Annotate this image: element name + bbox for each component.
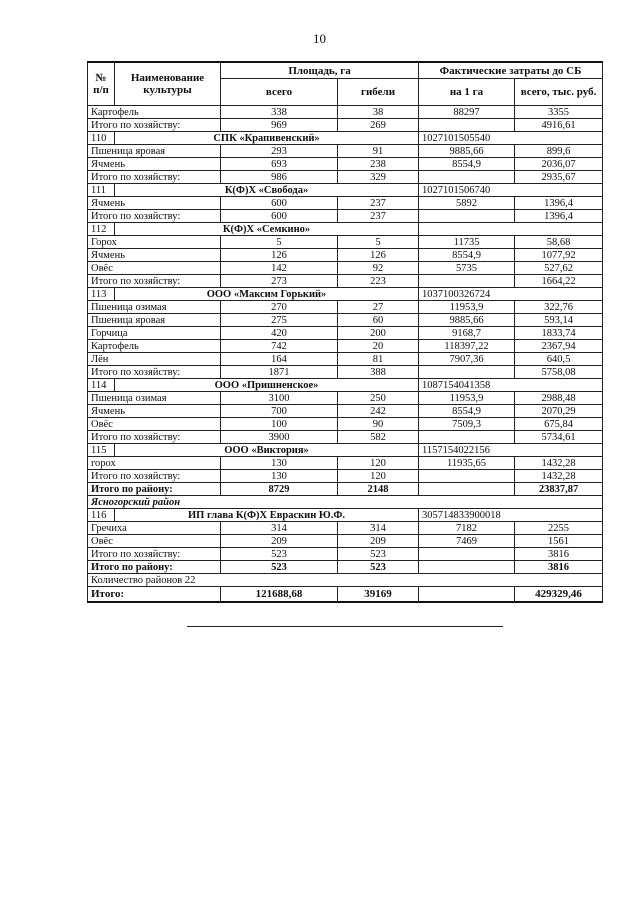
cost-per-ha-cell: 118397,22 (419, 340, 515, 353)
area-lost-cell: 27 (338, 301, 419, 314)
cost-per-ha-cell (419, 119, 515, 132)
area-total-cell: 1871 (221, 366, 338, 379)
row-label: Итого по хозяйству: (88, 275, 221, 288)
cost-total-cell: 1432,28 (515, 457, 603, 470)
grand-total-row (88, 587, 603, 603)
area-lost-cell: 242 (338, 405, 419, 418)
area-total-cell: 969 (221, 119, 338, 132)
area-total-cell: 273 (221, 275, 338, 288)
area-total-cell: 130 (221, 470, 338, 483)
header-name: Наименование культуры (115, 62, 221, 106)
cost-total-cell: 1833,74 (515, 327, 603, 340)
area-lost-cell: 60 (338, 314, 419, 327)
row-label: Ячмень (88, 197, 221, 210)
header-num: № п/п (88, 62, 115, 106)
cost-per-ha-cell: 7182 (419, 522, 515, 535)
grand-area-lost: 39169 (338, 587, 419, 603)
row-label: Гречиха (88, 522, 221, 535)
cost-per-ha-cell (419, 561, 515, 574)
row-label: Пшеница озимая (88, 392, 221, 405)
area-lost-cell: 200 (338, 327, 419, 340)
org-number: 116 (88, 509, 115, 522)
separator-line (187, 626, 503, 627)
area-total-cell: 126 (221, 249, 338, 262)
area-lost-cell: 209 (338, 535, 419, 548)
org-row (88, 379, 603, 392)
cost-per-ha-cell: 7907,36 (419, 353, 515, 366)
org-name: ООО «Максим Горький» (115, 288, 419, 301)
farm-total-row (88, 431, 603, 444)
area-total-cell: 420 (221, 327, 338, 340)
area-total-cell: 3900 (221, 431, 338, 444)
header-cost-group: Фактические затраты до СБ (419, 62, 603, 79)
cost-per-ha-cell: 11953,9 (419, 392, 515, 405)
farm-total-row (88, 171, 603, 184)
crop-row (88, 340, 603, 353)
region-row (88, 496, 603, 509)
row-label: горох (88, 457, 221, 470)
area-lost-cell: 2148 (338, 483, 419, 496)
org-inn (419, 223, 603, 236)
farm-total-row (88, 275, 603, 288)
cost-total-cell: 527,62 (515, 262, 603, 275)
farm-total-row (88, 548, 603, 561)
cost-per-ha-cell (419, 548, 515, 561)
farm-total-row (88, 210, 603, 223)
area-total-cell: 275 (221, 314, 338, 327)
area-lost-cell: 91 (338, 145, 419, 158)
row-label: Итого по району: (88, 561, 221, 574)
header-area-total: всего (221, 79, 338, 106)
row-label: Итого по хозяйству: (88, 470, 221, 483)
area-lost-cell: 120 (338, 470, 419, 483)
cost-per-ha-cell: 88297 (419, 106, 515, 119)
crop-row (88, 535, 603, 548)
cost-per-ha-cell: 11935,65 (419, 457, 515, 470)
cost-per-ha-cell: 11735 (419, 236, 515, 249)
cost-per-ha-cell: 7469 (419, 535, 515, 548)
grand-cost-total: 429329,46 (515, 587, 603, 603)
org-name: ИП глава К(Ф)Х Евраскин Ю.Ф. (115, 509, 419, 522)
area-total-cell: 523 (221, 548, 338, 561)
cost-total-cell: 23837,87 (515, 483, 603, 496)
org-row (88, 184, 603, 197)
row-label: Итого по району: (88, 483, 221, 496)
row-label: Пшеница яровая (88, 145, 221, 158)
header-cost-total: всего, тыс. руб. (515, 79, 603, 106)
table-header (88, 62, 603, 106)
area-lost-cell: 90 (338, 418, 419, 431)
row-label: Ячмень (88, 249, 221, 262)
cost-total-cell: 899,6 (515, 145, 603, 158)
row-label: Итого по хозяйству: (88, 210, 221, 223)
area-lost-cell: 20 (338, 340, 419, 353)
cost-total-cell: 593,14 (515, 314, 603, 327)
cost-total-cell: 1077,92 (515, 249, 603, 262)
area-lost-cell: 250 (338, 392, 419, 405)
org-number: 115 (88, 444, 115, 457)
area-lost-cell: 92 (338, 262, 419, 275)
org-inn: 1037100326724 (419, 288, 603, 301)
cost-total-cell: 4916,61 (515, 119, 603, 132)
cost-total-cell: 2935,67 (515, 171, 603, 184)
cost-total-cell: 5758,08 (515, 366, 603, 379)
cost-per-ha-cell: 7509,3 (419, 418, 515, 431)
cost-total-cell: 2367,94 (515, 340, 603, 353)
cost-total-cell: 2255 (515, 522, 603, 535)
cost-total-cell: 1664,22 (515, 275, 603, 288)
crop-row (88, 392, 603, 405)
area-total-cell: 3100 (221, 392, 338, 405)
crop-row (88, 236, 603, 249)
cost-total-cell: 3816 (515, 561, 603, 574)
area-total-cell: 209 (221, 535, 338, 548)
crop-row (88, 314, 603, 327)
row-label: Ячмень (88, 405, 221, 418)
area-lost-cell: 126 (338, 249, 419, 262)
cost-total-cell: 1561 (515, 535, 603, 548)
cost-per-ha-cell: 9885,66 (419, 145, 515, 158)
area-total-cell: 164 (221, 353, 338, 366)
area-total-cell: 600 (221, 210, 338, 223)
crop-row (88, 249, 603, 262)
cost-total-cell: 2070,29 (515, 405, 603, 418)
org-name: ООО «Пришненское» (115, 379, 419, 392)
area-lost-cell: 5 (338, 236, 419, 249)
area-lost-cell: 329 (338, 171, 419, 184)
area-lost-cell: 523 (338, 561, 419, 574)
grand-area-total: 121688,68 (221, 587, 338, 603)
cost-per-ha-cell (419, 275, 515, 288)
region-name: Ясногорский район (88, 496, 603, 509)
org-row (88, 288, 603, 301)
org-row (88, 132, 603, 145)
area-total-cell: 8729 (221, 483, 338, 496)
crop-row (88, 106, 603, 119)
farm-total-row (88, 119, 603, 132)
cost-total-cell: 1432,28 (515, 470, 603, 483)
cost-per-ha-cell: 5892 (419, 197, 515, 210)
area-lost-cell: 237 (338, 210, 419, 223)
org-row (88, 223, 603, 236)
farm-total-row (88, 366, 603, 379)
area-lost-cell: 388 (338, 366, 419, 379)
damage-report-table (87, 61, 603, 603)
header-cost-per-ha: на 1 га (419, 79, 515, 106)
row-label: Итого по хозяйству: (88, 431, 221, 444)
cost-per-ha-cell: 9168,7 (419, 327, 515, 340)
org-row (88, 509, 603, 522)
area-total-cell: 338 (221, 106, 338, 119)
org-number: 111 (88, 184, 115, 197)
farm-total-row (88, 470, 603, 483)
area-total-cell: 5 (221, 236, 338, 249)
row-label: Итого по хозяйству: (88, 171, 221, 184)
area-lost-cell: 120 (338, 457, 419, 470)
crop-row (88, 197, 603, 210)
org-inn: 1027101505540 (419, 132, 603, 145)
area-total-cell: 293 (221, 145, 338, 158)
crop-row (88, 327, 603, 340)
row-label: Итого по хозяйству: (88, 366, 221, 379)
cost-per-ha-cell (419, 470, 515, 483)
area-lost-cell: 238 (338, 158, 419, 171)
header-area-lost: гибели (338, 79, 419, 106)
cost-per-ha-cell (419, 483, 515, 496)
cost-per-ha-cell (419, 171, 515, 184)
area-total-cell: 742 (221, 340, 338, 353)
district-total-row (88, 561, 603, 574)
grand-cost-per-ha (419, 587, 515, 603)
crop-row (88, 301, 603, 314)
page-number: 10 (313, 31, 326, 46)
cost-total-cell: 3816 (515, 548, 603, 561)
org-number: 113 (88, 288, 115, 301)
area-lost-cell: 223 (338, 275, 419, 288)
org-number: 114 (88, 379, 115, 392)
area-lost-cell: 523 (338, 548, 419, 561)
cost-per-ha-cell: 5735 (419, 262, 515, 275)
crop-row (88, 418, 603, 431)
cost-total-cell: 2988,48 (515, 392, 603, 405)
row-label: Горох (88, 236, 221, 249)
cost-per-ha-cell (419, 366, 515, 379)
area-total-cell: 693 (221, 158, 338, 171)
org-row (88, 444, 603, 457)
note-row (88, 574, 603, 587)
area-lost-cell: 81 (338, 353, 419, 366)
note-text: Количество районов 22 (88, 574, 603, 587)
org-inn: 1157154022156 (419, 444, 603, 457)
crop-row (88, 522, 603, 535)
area-total-cell: 314 (221, 522, 338, 535)
cost-total-cell: 3355 (515, 106, 603, 119)
area-lost-cell: 582 (338, 431, 419, 444)
cost-total-cell: 2036,07 (515, 158, 603, 171)
cost-total-cell: 640,5 (515, 353, 603, 366)
area-lost-cell: 237 (338, 197, 419, 210)
cost-per-ha-cell (419, 431, 515, 444)
crop-row (88, 262, 603, 275)
row-label: Картофель (88, 106, 221, 119)
org-name: СПК «Крапивенский» (115, 132, 419, 145)
area-total-cell: 523 (221, 561, 338, 574)
area-total-cell: 130 (221, 457, 338, 470)
table-body (88, 106, 603, 603)
crop-row (88, 405, 603, 418)
area-total-cell: 986 (221, 171, 338, 184)
org-number: 110 (88, 132, 115, 145)
org-name: К(Ф)Х «Свобода» (115, 184, 419, 197)
cost-per-ha-cell (419, 210, 515, 223)
row-label: Горчица (88, 327, 221, 340)
org-name: ООО «Виктория» (115, 444, 419, 457)
row-label: Пшеница яровая (88, 314, 221, 327)
cost-per-ha-cell: 8554,9 (419, 158, 515, 171)
org-inn: 1027101506740 (419, 184, 603, 197)
area-lost-cell: 314 (338, 522, 419, 535)
area-lost-cell: 38 (338, 106, 419, 119)
org-number: 112 (88, 223, 115, 236)
cost-total-cell: 1396,4 (515, 210, 603, 223)
cost-per-ha-cell: 11953,9 (419, 301, 515, 314)
area-total-cell: 142 (221, 262, 338, 275)
row-label: Итого по хозяйству: (88, 119, 221, 132)
crop-row (88, 158, 603, 171)
row-label: Итого по хозяйству: (88, 548, 221, 561)
cost-per-ha-cell: 9885,66 (419, 314, 515, 327)
cost-per-ha-cell: 8554,9 (419, 249, 515, 262)
area-lost-cell: 269 (338, 119, 419, 132)
crop-row (88, 353, 603, 366)
cost-total-cell: 322,76 (515, 301, 603, 314)
cost-total-cell: 1396,4 (515, 197, 603, 210)
row-label: Овёс (88, 535, 221, 548)
area-total-cell: 100 (221, 418, 338, 431)
crop-row (88, 457, 603, 470)
cost-total-cell: 675,84 (515, 418, 603, 431)
org-inn: 1087154041358 (419, 379, 603, 392)
cost-total-cell: 5734,61 (515, 431, 603, 444)
row-label: Пшеница озимая (88, 301, 221, 314)
area-total-cell: 270 (221, 301, 338, 314)
row-label: Лён (88, 353, 221, 366)
org-inn: 305714833900018 (419, 509, 603, 522)
row-label: Овёс (88, 262, 221, 275)
cost-total-cell: 58,68 (515, 236, 603, 249)
area-total-cell: 700 (221, 405, 338, 418)
district-total-row (88, 483, 603, 496)
cost-per-ha-cell: 8554,9 (419, 405, 515, 418)
org-name: К(Ф)Х «Семкино» (115, 223, 419, 236)
row-label: Картофель (88, 340, 221, 353)
area-total-cell: 600 (221, 197, 338, 210)
header-area-group: Площадь, га (221, 62, 419, 79)
grand-total-label: Итого: (88, 587, 221, 603)
crop-row (88, 145, 603, 158)
row-label: Ячмень (88, 158, 221, 171)
row-label: Овёс (88, 418, 221, 431)
